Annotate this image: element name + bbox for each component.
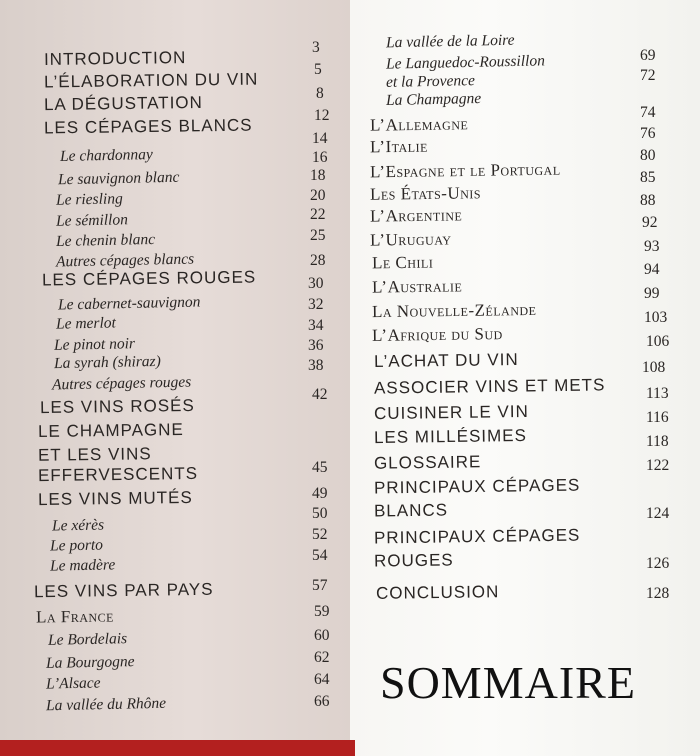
toc-page-number: 3 (312, 39, 320, 56)
toc-entry-label: L’ÉLABORATION DU VIN (43, 69, 259, 92)
toc-page-number: 54 (312, 547, 328, 564)
toc-entry-label: Le sauvignon blanc (57, 168, 180, 189)
toc-entry-label: LES VINS MUTÉS (37, 487, 193, 510)
toc-entry-label: Les États-Unis (369, 183, 482, 204)
toc-entry-label: Le pinot noir (53, 335, 136, 354)
toc-page-number: 60 (314, 627, 330, 644)
toc-page-number: 128 (646, 585, 670, 602)
toc-entry-label: CONCLUSION (375, 582, 500, 603)
toc-entry-label: La vallée de la Loire (385, 31, 515, 52)
page-title: SOMMAIRE (380, 657, 636, 708)
toc-entry-label: Le sémillon (55, 211, 129, 230)
toc-page-number: 93 (644, 238, 660, 255)
toc-entry-label: Le madère (49, 556, 116, 575)
toc-page-number: 8 (316, 85, 324, 102)
toc-entry-label: L’Australie (371, 276, 463, 297)
toc-page-number: 36 (308, 337, 324, 354)
toc-page-number: 118 (646, 433, 669, 450)
toc-entry-label: Autres cépages blancs (55, 250, 195, 271)
red-cover-band (0, 740, 355, 756)
toc-entry-label: PRINCIPAUX CÉPAGES (373, 525, 581, 548)
toc-page-number: 52 (312, 526, 328, 543)
toc-entry-label: L’Alsace (45, 674, 101, 693)
toc-entry-label: L’Uruguay (369, 229, 452, 250)
toc-page-number: 62 (314, 649, 330, 666)
toc-entry-label: Le cabernet-sauvignon (57, 293, 201, 314)
toc-entry-label: Le Chili (371, 252, 434, 273)
toc-entry-label: ROUGES (373, 550, 454, 571)
toc-page-number: 20 (310, 187, 326, 204)
toc-entry-label: LA DÉGUSTATION (43, 92, 203, 115)
toc-entry-label: La syrah (shiraz) (53, 352, 161, 373)
toc-page-number: 103 (644, 309, 668, 326)
toc-entry-label: Le riesling (55, 190, 123, 209)
toc-page-number: 28 (310, 252, 326, 269)
toc-entry-label: LES MILLÉSIMES (373, 425, 528, 448)
toc-page-number: 85 (640, 169, 656, 186)
toc-entry-label: La Nouvelle-Zélande (371, 299, 537, 322)
toc-page-number: 30 (308, 275, 324, 292)
toc-page-number: 80 (640, 147, 656, 164)
toc-entry-label: Le Bordelais (47, 630, 128, 649)
toc-page-number: 106 (646, 333, 670, 350)
toc-page-number: 88 (640, 192, 656, 209)
toc-entry-label: L’Allemagne (369, 114, 469, 135)
toc-entry-label: L’Afrique du Sud (371, 324, 503, 345)
toc-entry-label: Le chardonnay (59, 146, 154, 165)
toc-entry-label: ET LES VINS (37, 444, 152, 465)
toc-page-number: 22 (310, 206, 326, 223)
toc-page-number: 69 (640, 47, 656, 64)
toc-entry-label: La France (35, 606, 115, 627)
toc-page-number: 72 (640, 67, 656, 84)
toc-entry-label: LE CHAMPAGNE (37, 419, 184, 442)
toc-entry-label: Autres cépages rouges (51, 373, 192, 394)
toc-page-number: 12 (314, 107, 330, 124)
toc-entry-label: L’ACHAT DU VIN (373, 349, 519, 372)
toc-page-number: 99 (644, 285, 660, 302)
toc-entry-label: LES VINS ROSÉS (39, 395, 195, 418)
toc-entry-label: LES CÉPAGES BLANCS (43, 115, 253, 138)
toc-page-number: 66 (314, 693, 330, 710)
toc-entry-label: et la Provence (385, 72, 476, 91)
toc-entry-label: LES VINS PAR PAYS (33, 579, 214, 602)
toc-entry-label: La Champagne (385, 90, 482, 109)
toc-entry-label: CUISINER LE VIN (373, 401, 529, 424)
toc-page-number: 42 (312, 386, 328, 403)
toc-entry-label: PRINCIPAUX CÉPAGES (373, 475, 581, 498)
toc-entry-label: ASSOCIER VINS ET METS (373, 375, 606, 398)
toc-page-number: 113 (646, 385, 669, 402)
toc-entry-label: Le chenin blanc (55, 230, 156, 251)
toc-page-number: 92 (642, 214, 658, 231)
toc-entry-label: LES CÉPAGES ROUGES (41, 267, 257, 290)
toc-entry-label: Le Languedoc-Roussillon (385, 52, 546, 73)
toc-page-number: 34 (308, 317, 324, 334)
toc-page-number: 45 (312, 459, 328, 476)
toc-entry-label: BLANCS (373, 500, 449, 521)
toc-page-number: 74 (640, 104, 656, 121)
toc-page-number: 94 (644, 261, 660, 278)
toc-page-number: 16 (312, 149, 328, 166)
toc-entry-label: L’Espagne et le Portugal (369, 159, 561, 182)
toc-page-number: 49 (312, 485, 328, 502)
toc-page-number: 14 (312, 130, 328, 147)
toc-entry-label: EFFERVESCENTS (37, 463, 199, 486)
toc-page-number: 108 (642, 359, 666, 376)
toc-page-number: 124 (646, 505, 670, 522)
toc-page-number: 25 (310, 227, 326, 244)
toc-entry-label: Le porto (49, 536, 104, 555)
toc-page-number: 76 (640, 125, 656, 142)
toc-entry-label: INTRODUCTION (43, 48, 187, 69)
toc-page-number: 57 (312, 577, 328, 594)
toc-entry-label: La vallée du Rhône (45, 694, 167, 715)
toc-page-number: 64 (314, 671, 330, 688)
toc-entry-label: Le xérès (51, 516, 105, 535)
toc-page-number: 116 (646, 409, 669, 426)
toc-page-number: 126 (646, 555, 670, 572)
toc-page-number: 122 (646, 457, 670, 474)
toc-page-number: 38 (308, 357, 324, 374)
toc-page-number: 59 (314, 603, 330, 620)
toc-entry-label: Le merlot (55, 314, 117, 333)
toc-entry-label: GLOSSAIRE (373, 452, 482, 473)
toc-page-number: 5 (314, 61, 322, 78)
toc-page-number: 32 (308, 296, 324, 313)
toc-entry-label: La Bourgogne (45, 653, 135, 672)
toc-page-number: 50 (312, 505, 328, 522)
toc-entry-label: L’Argentine (369, 205, 463, 226)
toc-page-number: 18 (310, 167, 326, 184)
toc-entry-label: L’Italie (369, 136, 428, 157)
